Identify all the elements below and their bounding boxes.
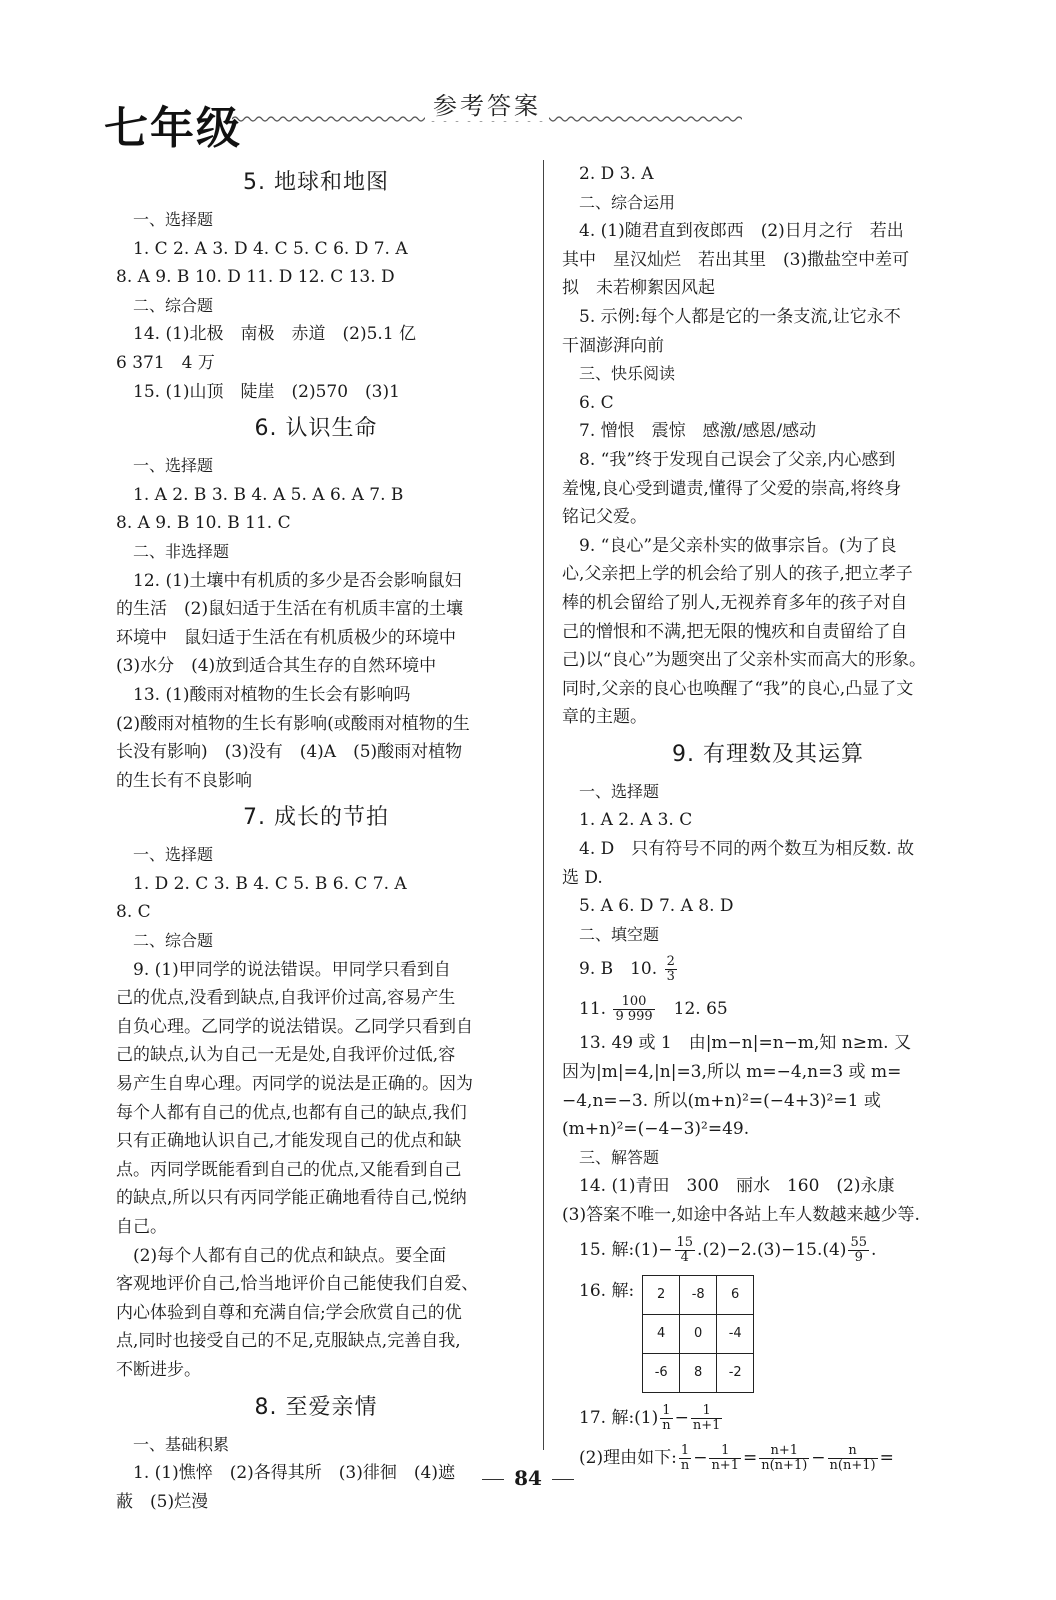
- answer-16-label: 16. 解:: [579, 1280, 635, 1301]
- answer-line: 7. 憎恨 震惊 感激/感恩/感动: [579, 421, 817, 442]
- fraction: [660, 1404, 672, 1433]
- answer-line: 4. (1)随君直到夜郎西 (2)日月之行 若出: [579, 221, 904, 242]
- subsection-label: 二、综合题: [133, 931, 214, 951]
- table-cell: 6: [717, 1275, 754, 1314]
- answer-line: 的缺点,所以只有丙同学能正确地看待自己,悦纳: [116, 1188, 467, 1209]
- answer-line: 蔽 (5)烂漫: [116, 1491, 209, 1512]
- table-cell: 4: [643, 1314, 680, 1353]
- answer-line: 内心体验到自尊和充满自信;学会欣赏自己的优: [116, 1302, 462, 1323]
- section-heading: 6. 认识生命: [254, 416, 378, 442]
- answer-line: 6 371 4 万: [116, 352, 215, 373]
- answer-line: 6. C: [579, 392, 614, 413]
- answer-line: −4,n=−3. 所以(m+n)²=(−4+3)²=1 或: [562, 1090, 881, 1111]
- section-header-title: 参考答案: [425, 86, 549, 121]
- answer-line: 环境中 鼠妇适于生活在有机质极少的环境中: [116, 627, 456, 648]
- answer-line: 章的主题。: [562, 707, 647, 728]
- answer-line: 13. 49 或 1 由|m−n|=n−m,知 n≥m. 又: [579, 1033, 911, 1054]
- answer-line: 的生长有不良影响: [116, 770, 252, 791]
- answer-17-part1: [562, 1398, 974, 1438]
- answer-line: (2)每个人都有自己的优点和缺点。要全面: [133, 1245, 447, 1266]
- fraction: [691, 1404, 723, 1433]
- answer-line: 其中 星汉灿烂 若出其里 (3)撒盐空中差可: [562, 249, 910, 270]
- page-number-text: 84: [514, 1466, 542, 1490]
- fraction-numerator: n+1: [759, 1444, 809, 1459]
- fraction-numerator: 15: [676, 1234, 694, 1250]
- answer-line: 点。丙同学既能看到自己的优点,又能看到自己: [116, 1159, 462, 1180]
- fraction-numerator: n: [828, 1444, 878, 1459]
- subsection-label: 一、选择题: [133, 845, 214, 865]
- fraction-numerator: 1: [709, 1444, 741, 1459]
- fraction-denominator: 4: [680, 1249, 689, 1265]
- fraction-numerator: 1: [691, 1404, 723, 1419]
- fraction-denominator: 9: [854, 1249, 863, 1265]
- answer-line: (m+n)²=(−4−3)²=49.: [562, 1119, 750, 1140]
- table-cell: -6: [643, 1353, 680, 1392]
- fraction-denominator: n(n+1): [761, 1457, 808, 1473]
- subsection-label: 一、基础积累: [133, 1434, 230, 1454]
- answer-9-10-text: 9. B 10.: [579, 959, 663, 980]
- table-row: [643, 1275, 754, 1314]
- answer-line: (2)酸雨对植物的生长有影响(或酸雨对植物的生: [116, 713, 470, 734]
- answer-line: 的生活 (2)鼠妇适于生活在有机质丰富的土壤: [116, 599, 464, 620]
- fraction-numerator: 100: [613, 995, 654, 1010]
- answer-line: 5. A 6. D 7. A 8. D: [579, 896, 734, 917]
- column-divider: [543, 160, 544, 1450]
- minus-sign: −: [693, 1447, 708, 1468]
- answer-line: 干涸澎湃向前: [562, 335, 664, 356]
- answer-line: 选 D.: [562, 867, 603, 888]
- answer-17-label: 17. 解:(1): [579, 1407, 659, 1428]
- fraction: [613, 995, 654, 1024]
- answer-line: 2. D 3. A: [579, 164, 654, 184]
- dash-left: [482, 1479, 504, 1480]
- subsection-label: 三、解答题: [579, 1147, 660, 1167]
- answer-15-middle: .(2)−2.(3)−15.(4): [697, 1239, 847, 1260]
- fraction: [665, 955, 677, 984]
- fraction-denominator: n+1: [692, 1417, 721, 1433]
- answer-line: 长没有影响) (3)没有 (4)A (5)酸雨对植物: [116, 742, 463, 763]
- table-row: [643, 1314, 754, 1353]
- answer-line: 自负心理。乙同学的说法错误。乙同学只看到自: [116, 1016, 473, 1037]
- table-cell: 0: [680, 1314, 717, 1353]
- answer-line: 易产生自卑心理。丙同学的说法是正确的。因为: [116, 1074, 473, 1095]
- answer-line: 因为|m|=4,|n|=3,所以 m=−4,n=3 或 m=: [562, 1062, 902, 1083]
- answer-line: 自己。: [116, 1217, 167, 1237]
- answer-line: (3)答案不唯一,如途中各站上车人数越来越少等.: [562, 1205, 920, 1225]
- answer-line: 不断进步。: [116, 1359, 201, 1380]
- left-column: [116, 160, 516, 1516]
- grade-title: 七年级: [104, 103, 242, 154]
- subsection-label: 一、选择题: [133, 210, 214, 229]
- answer-line: 己)以“良心”为题突出了父亲朴实而高大的形象。: [562, 650, 927, 671]
- answer-line: 己的优点,没看到缺点,自我评价过高,容易产生: [116, 988, 456, 1009]
- minus-sign: −: [811, 1447, 826, 1468]
- answer-line: 1. A 2. A 3. C: [579, 810, 693, 831]
- fraction-denominator: n: [680, 1457, 690, 1473]
- answer-line: 心,父亲把上学的机会给了别人的孩子,把立孝子: [562, 564, 913, 585]
- subsection-label: 二、填空题: [579, 924, 660, 944]
- answer-line: 棒的机会留给了别人,无视养育多年的孩子对自: [562, 592, 908, 613]
- section-heading: 7. 成长的节拍: [243, 805, 389, 831]
- section-heading: 8. 至爱亲情: [254, 1394, 378, 1420]
- answer-line: 1. D 2. C 3. B 4. C 5. B 6. C 7. A: [133, 873, 407, 894]
- subsection-label: 二、非选择题: [133, 541, 230, 561]
- answer-line: 8. A 9. B 10. D 11. D 12. C 13. D: [116, 267, 395, 288]
- answer-line: 同时,父亲的良心也唤醒了“我”的良心,凸显了文: [562, 678, 914, 699]
- table-cell: -4: [717, 1314, 754, 1353]
- equals-sign: =: [742, 1447, 758, 1468]
- page-number: [0, 1466, 1056, 1490]
- answer-line: 1. A 2. B 3. B 4. A 5. A 6. A 7. B: [133, 484, 404, 505]
- subsection-label: 一、选择题: [133, 456, 214, 476]
- answer-line: 1. C 2. A 3. D 4. C 5. C 6. D 7. A: [133, 238, 408, 259]
- answer-12-text: 12. 65: [656, 999, 728, 1020]
- magic-square-table: [642, 1275, 754, 1393]
- answer-line: 每个人都有自己的优点,也都有自己的缺点,我们: [116, 1102, 467, 1123]
- answer-16: [562, 1270, 974, 1398]
- fraction-denominator: n: [662, 1417, 671, 1433]
- answer-line: 客观地评价自己,恰当地评价自己能使我们自爱、: [116, 1274, 479, 1295]
- dash-right: [552, 1479, 574, 1480]
- answer-line: 只有正确地认识自己,才能发现自己的优点和缺: [116, 1131, 462, 1152]
- answer-9-10: [562, 949, 974, 989]
- answer-15: [562, 1230, 974, 1270]
- answer-11-12: [562, 989, 974, 1029]
- answer-line: 羞愧,良心受到谴责,懂得了父爱的崇高,将终身: [562, 478, 902, 499]
- fraction-numerator: 55: [850, 1234, 867, 1250]
- answer-line: 拟 未若柳絮因风起: [562, 278, 715, 299]
- answer-line: 己的缺点,认为自己一无是处,自我评价过低,容: [116, 1045, 456, 1066]
- minus-sign: −: [674, 1407, 689, 1428]
- fraction-denominator: n(n+1): [829, 1457, 876, 1473]
- subsection-label: 二、综合运用: [579, 192, 676, 212]
- fraction: [848, 1236, 869, 1265]
- equals-sign: =: [879, 1447, 894, 1468]
- subsection-label: 二、综合题: [133, 295, 214, 315]
- table-cell: 8: [680, 1353, 717, 1392]
- subsection-label: 三、快乐阅读: [579, 364, 676, 384]
- answer-line: 8. A 9. B 10. B 11. C: [116, 513, 291, 534]
- fraction-numerator: 1: [660, 1404, 672, 1419]
- fraction-numerator: 1: [679, 1444, 691, 1459]
- section-heading: 5. 地球和地图: [243, 170, 389, 195]
- answer-line: 14. (1)北极 南极 赤道 (2)5.1 亿: [133, 324, 417, 345]
- answer-line: 9. (1)甲同学的说法错误。甲同学只看到自: [133, 959, 451, 980]
- table-cell: -2: [717, 1353, 754, 1392]
- table-cell: -8: [680, 1275, 717, 1314]
- answer-17-part2-label: (2)理由如下:: [579, 1447, 677, 1468]
- table-cell: 2: [643, 1275, 680, 1314]
- fraction-numerator: 2: [666, 954, 675, 970]
- answer-15-text: 15. 解:(1)−: [579, 1239, 673, 1260]
- answer-15-suffix: .: [870, 1239, 877, 1260]
- fraction-denominator: n+1: [711, 1457, 739, 1473]
- fraction-denominator: 9 999: [615, 1009, 653, 1025]
- subsection-label: 一、选择题: [579, 781, 660, 801]
- answer-line: 铭记父爱。: [562, 507, 647, 528]
- fraction: [675, 1236, 696, 1265]
- answer-line: 15. (1)山顶 陡崖 (2)570 (3)1: [133, 381, 400, 402]
- section-heading: 9. 有理数及其运算: [672, 741, 864, 767]
- table-row: [643, 1353, 754, 1392]
- answer-line: 4. D 只有符号不同的两个数互为相反数. 故: [579, 839, 915, 860]
- fraction-denominator: 3: [666, 969, 675, 985]
- answer-line: 5. 示例:每个人都是它的一条支流,让它永不: [579, 306, 901, 327]
- answer-line: 13. (1)酸雨对植物的生长会有影响吗: [133, 684, 411, 705]
- answer-line: 1. (1)憔悴 (2)各得其所 (3)徘徊 (4)遮: [133, 1463, 455, 1484]
- right-column: [562, 160, 974, 1478]
- answer-line: 己的憎恨和不满,把无限的愧疚和自责留给了自: [562, 621, 908, 642]
- answer-line: 8. “我”终于发现自己误会了父亲,内心感到: [579, 449, 896, 470]
- answer-line: 点,同时也接受自己的不足,克服缺点,完善自我,: [116, 1331, 461, 1352]
- answer-line: 14. (1)青田 300 丽水 160 (2)永康: [579, 1176, 895, 1197]
- answer-line: 9. “良心”是父亲朴实的做事宗旨。(为了良: [579, 535, 897, 556]
- answer-line: 12. (1)土壤中有机质的多少是否会影响鼠妇: [133, 570, 462, 591]
- answer-line: (3)水分 (4)放到适合其生存的自然环境中: [116, 656, 437, 677]
- answer-11-text: 11.: [579, 999, 612, 1020]
- answer-line: 8. C: [116, 902, 151, 923]
